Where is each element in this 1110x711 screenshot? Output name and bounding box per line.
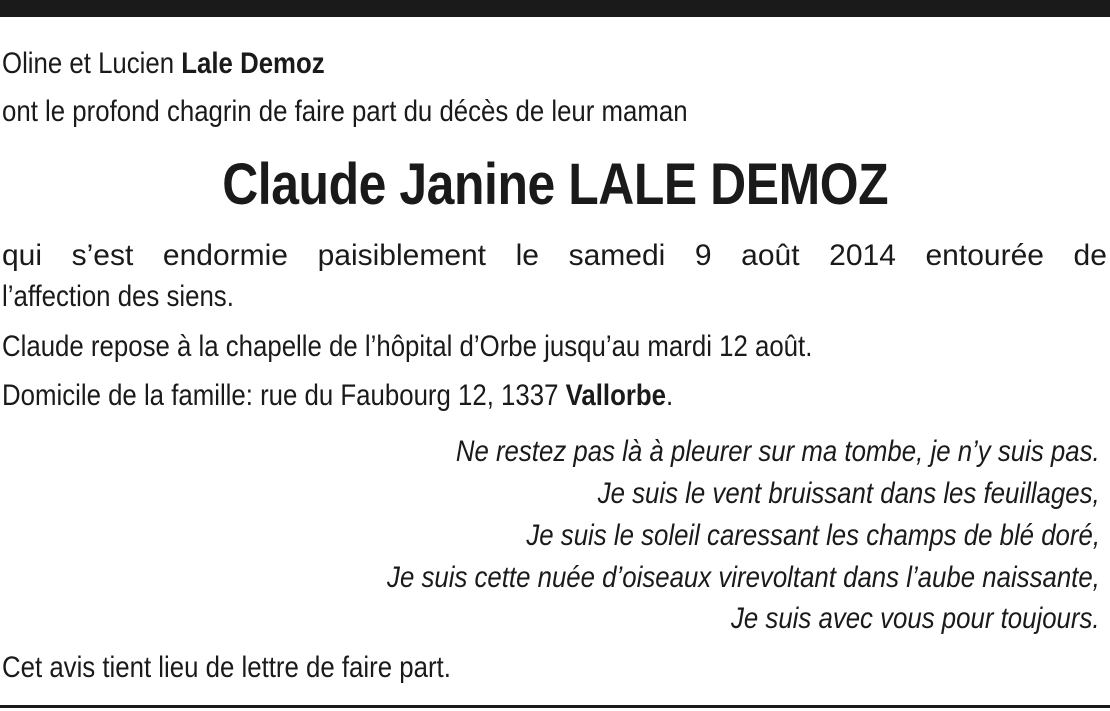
deceased-name: Claude Janine LALE DEMOZ <box>222 152 888 217</box>
domicile-prefix: Domicile de la famille: rue du Faubourg 12, 1337 <box>2 379 566 412</box>
closing-line: Cet avis tient lieu de lettre de faire part. <box>2 651 451 684</box>
death-word: le <box>515 239 539 272</box>
death-word: paisiblement <box>317 239 487 272</box>
death-word: 2014 <box>829 239 896 272</box>
repose-line: Claude repose à la chapelle de l’hôpital d’Orbe jusqu’au mardi 12 août. <box>2 330 813 363</box>
death-word: août <box>741 239 800 272</box>
death-line <box>2 238 1107 274</box>
death-word: endormie <box>162 239 288 272</box>
announcers-surname: Lale Demoz <box>181 47 325 80</box>
domicile-line <box>2 378 673 414</box>
death-word: samedi <box>568 239 666 272</box>
death-word: entourée <box>925 239 1044 272</box>
announcers-prefix: Oline et Lucien <box>2 47 182 80</box>
death-word: s’est <box>71 239 134 272</box>
domicile-suffix: . <box>666 379 674 412</box>
poem-line: Je suis avec vous pour toujours. <box>731 602 1100 635</box>
bottom-rule <box>0 705 1110 708</box>
death-word: qui <box>2 239 43 272</box>
poem-line: Ne restez pas là à pleurer sur ma tombe, je n’y suis pas. <box>456 435 1100 468</box>
poem-line: Je suis cette nuée d’oiseaux virevoltant dans l’aube naissante, <box>387 561 1100 594</box>
announcers-line <box>2 46 325 82</box>
poem-line: Je suis le soleil caressant les champs de blé doré, <box>526 519 1100 552</box>
poem-line: Je suis le vent bruissant dans les feuillages, <box>598 477 1100 510</box>
announcement-line: ont le profond chagrin de faire part du décès de leur maman <box>2 95 688 128</box>
death-line-2: l’affection des siens. <box>2 280 234 313</box>
domicile-town: Vallorbe <box>565 379 667 412</box>
death-word: 9 <box>694 239 712 272</box>
death-word: de <box>1073 239 1107 272</box>
